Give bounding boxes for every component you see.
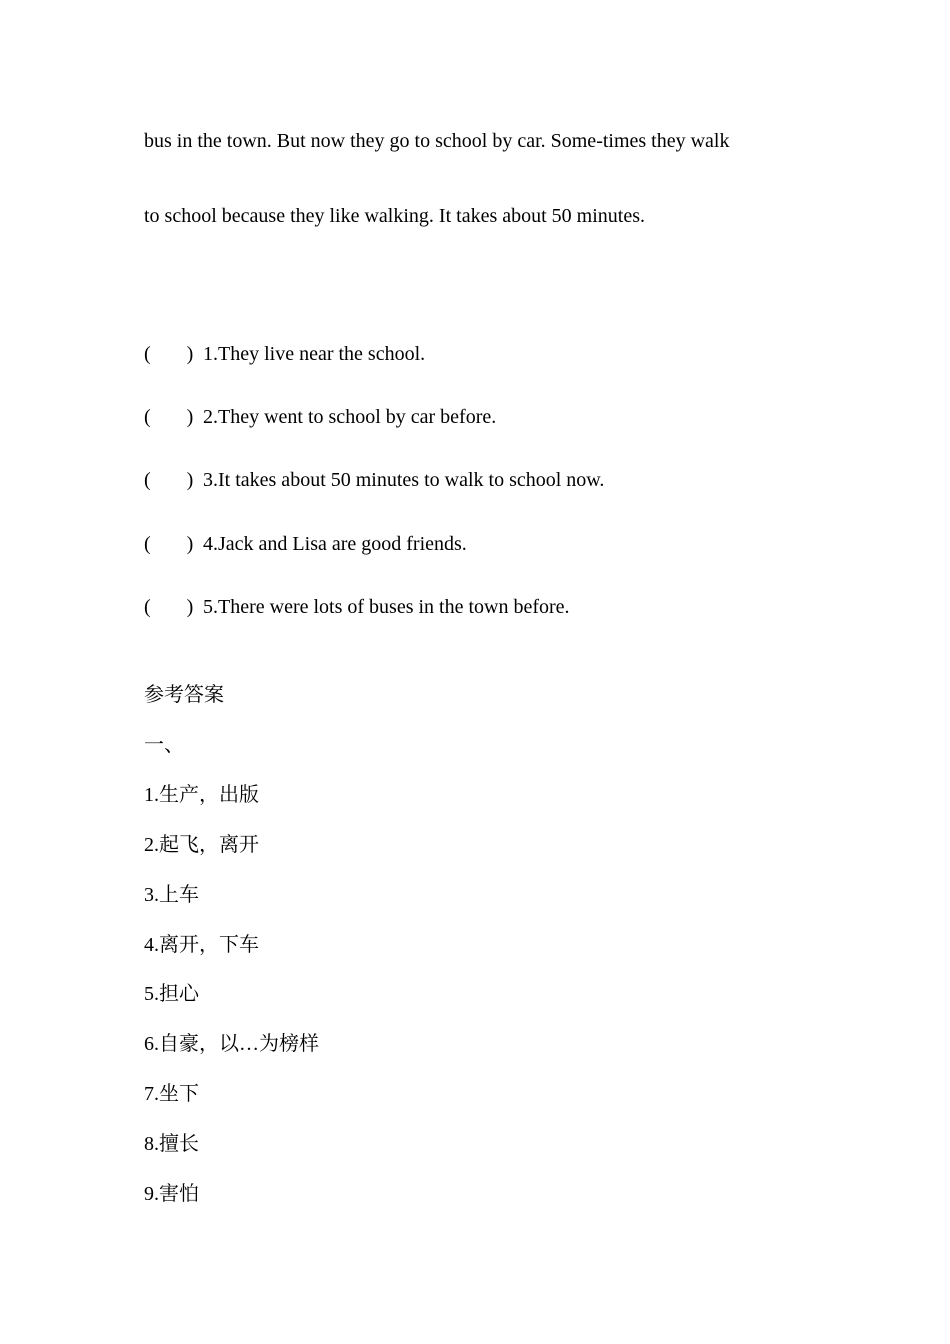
question-text: 3.It takes about 50 minutes to walk to school now. [203,469,605,491]
answer-item-5: 5.担心 [144,983,199,1005]
answer-item-2: 2.起飞，离开 [144,834,259,856]
question-item-3 [144,468,604,492]
answer-item-1: 1.生产，出版 [144,784,259,806]
answer-item-6: 6.自豪，以…为榜样 [144,1033,319,1055]
answer-item-4: 4.离开，下车 [144,934,259,956]
answers-title: 参考答案 [144,684,224,706]
answer-item-9: 9.害怕 [144,1183,199,1205]
question-item-1 [144,342,425,366]
answers-section-label: 一、 [144,734,184,756]
answer-blank: ( ) [144,343,194,365]
question-item-4 [144,532,467,556]
passage-line-2: to school because they like walking. It takes about 50 minutes. [144,205,645,227]
question-item-2 [144,405,496,429]
answer-item-8: 8.擅长 [144,1133,199,1155]
answer-item-7: 7.坐下 [144,1083,199,1105]
answer-item-3: 3.上车 [144,884,199,906]
answer-blank: ( ) [144,596,194,618]
question-text: 5.There were lots of buses in the town before. [203,596,570,618]
answer-blank: ( ) [144,533,194,555]
answer-blank: ( ) [144,406,194,428]
answer-blank: ( ) [144,469,194,491]
question-text: 1.They live near the school. [203,343,426,365]
question-text: 2.They went to school by car before. [203,406,497,428]
passage-line-1: bus in the town. But now they go to school by car. Some-times they walk [144,130,730,152]
question-text: 4.Jack and Lisa are good friends. [203,533,467,555]
question-item-5 [144,595,570,619]
